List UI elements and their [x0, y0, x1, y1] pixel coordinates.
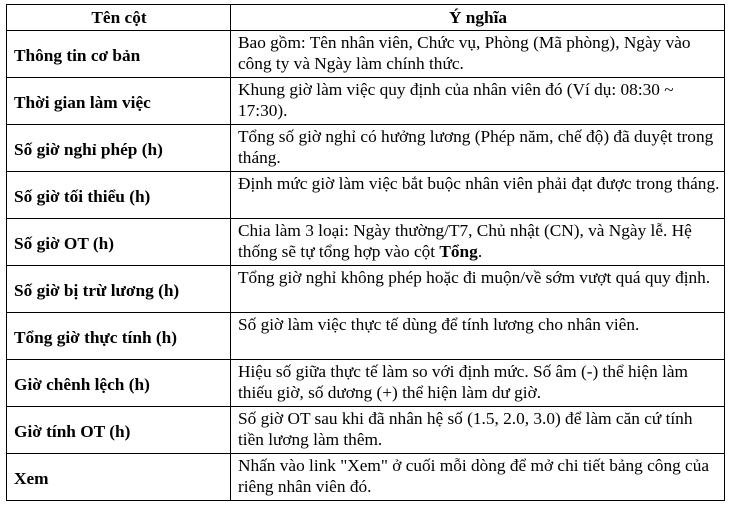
- row-name: Thông tin cơ bản: [7, 31, 231, 78]
- row-name: Số giờ bị trừ lương (h): [7, 266, 231, 313]
- row-description: Số giờ làm việc thực tế dùng để tính lương cho nhân viên.: [231, 313, 725, 360]
- row-name: Giờ chênh lệch (h): [7, 360, 231, 407]
- definitions-table: [6, 4, 725, 501]
- header-meaning: Ý nghĩa: [231, 5, 725, 31]
- row-name: Xem: [7, 454, 231, 501]
- table-row: [7, 31, 725, 78]
- table-row: [7, 219, 725, 266]
- row-name: Thời gian làm việc: [7, 78, 231, 125]
- row-name: Số giờ nghỉ phép (h): [7, 125, 231, 172]
- row-description: Bao gồm: Tên nhân viên, Chức vụ, Phòng (Mã phòng), Ngày vào công ty và Ngày làm chính thức.: [231, 31, 725, 78]
- row-description: Tổng giờ nghỉ không phép hoặc đi muộn/về sớm vượt quá quy định.: [231, 266, 725, 313]
- row-description: [231, 219, 725, 266]
- row-name: Tổng giờ thực tính (h): [7, 313, 231, 360]
- table-row: [7, 407, 725, 454]
- row-description: Định mức giờ làm việc bắt buộc nhân viên phải đạt được trong tháng.: [231, 172, 725, 219]
- row-name: Giờ tính OT (h): [7, 407, 231, 454]
- row-description: Khung giờ làm việc quy định của nhân viên đó (Ví dụ: 08:30 ~ 17:30).: [231, 78, 725, 125]
- row-description: Số giờ OT sau khi đã nhân hệ số (1.5, 2.0, 3.0) để làm căn cứ tính tiền lương làm thêm.: [231, 407, 725, 454]
- row-description: Tổng số giờ nghỉ có hưởng lương (Phép năm, chế độ) đã duyệt trong tháng.: [231, 125, 725, 172]
- row-name: Số giờ OT (h): [7, 219, 231, 266]
- table-row: [7, 360, 725, 407]
- row-description: Hiệu số giữa thực tế làm so với định mức. Số âm (-) thể hiện làm thiếu giờ, số dương (+) thể hiện làm dư giờ.: [231, 360, 725, 407]
- table-row: [7, 78, 725, 125]
- table-row: [7, 454, 725, 501]
- table-row: [7, 266, 725, 313]
- total-column-highlight: Tổng: [439, 242, 478, 261]
- table-row: [7, 172, 725, 219]
- row-description: Nhấn vào link "Xem" ở cuối mỗi dòng để mở chi tiết bảng công của riêng nhân viên đó.: [231, 454, 725, 501]
- row-description-text: Chia làm 3 loại: Ngày thường/T7, Chủ nhật (CN), và Ngày lễ. Hệ thống sẽ tự tổng hợp vào cột: [238, 221, 692, 261]
- header-column-name: Tên cột: [7, 5, 231, 31]
- table-row: [7, 313, 725, 360]
- row-name: Số giờ tối thiểu (h): [7, 172, 231, 219]
- table-row: [7, 125, 725, 172]
- row-description-tail: .: [477, 242, 483, 261]
- header-row: [7, 5, 725, 31]
